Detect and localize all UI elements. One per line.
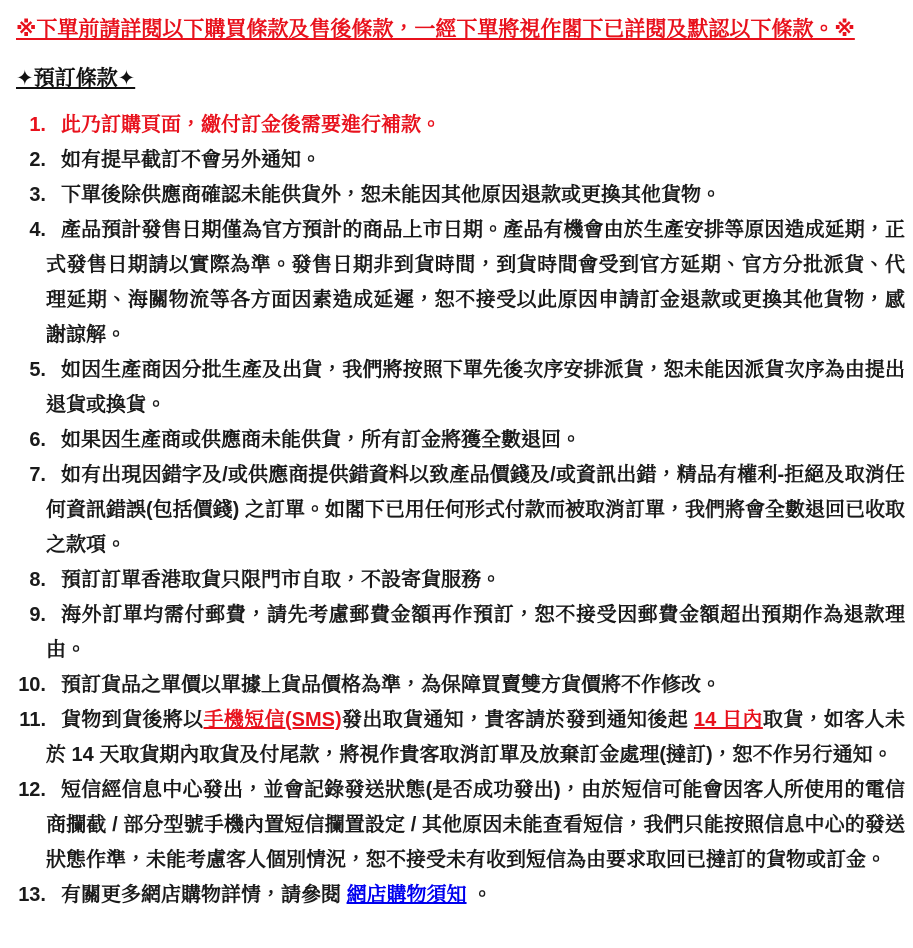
term-text: 海外訂單均需付郵費，請先考慮郵費金額再作預訂，恕不接受因郵費金額超出預期作為退款理由。 [46, 604, 905, 661]
term-text: 此乃訂購頁面，繳付訂金後需要進行補款。 [61, 114, 441, 136]
term-number: 9. [29, 604, 46, 626]
term-item-10 [16, 668, 905, 703]
term-item-4 [16, 213, 905, 353]
term-number: 7. [29, 464, 46, 486]
section-title: ✦預訂條款✦ [16, 67, 136, 90]
shop-guide-link[interactable]: 網店購物須知 [346, 884, 467, 906]
term-number: 13. [18, 884, 46, 906]
term-item-12 [16, 773, 905, 878]
term-number: 2. [29, 149, 46, 171]
term-text-segment: 取貨，如客人未於 14 天取貨期內取貨及付尾款，將視作貴客取消訂單及放棄訂金處理(撻訂)，恕不作另行通知。 [46, 709, 906, 766]
term-text: 產品預計發售日期僅為官方預計的商品上市日期。產品有機會由於生產安排等原因造成延期，正式發售日期請以實際為準。發售日期非到貨時間，到貨時間會受到官方延期、官方分批派貨、代理延期、海關物流等各方面因素造成延遲，恕不接受以此原因申請訂金退款或更換其他貨物，感謝諒解。 [46, 219, 905, 346]
pickup-days-emphasis: 14 日內 [693, 709, 763, 731]
term-text: 預訂貨品之單價以單據上貨品價格為準，為保障買賣雙方貨價將不作修改。 [61, 674, 721, 696]
term-item-3 [16, 178, 905, 213]
term-text-segment: 有關更多網店購物詳情，請參閱 [61, 884, 347, 906]
section-title-row [16, 48, 905, 96]
term-item-8 [16, 563, 905, 598]
term-number: 8. [29, 569, 46, 591]
term-text-segment: 。 [466, 884, 493, 906]
term-number: 12. [18, 779, 46, 801]
term-item-7 [16, 458, 905, 563]
term-text: 預訂訂單香港取貨只限門市自取，不設寄貨服務。 [61, 569, 501, 591]
term-number: 3. [29, 184, 46, 206]
term-text: 短信經信息中心發出，並會記錄發送狀態(是否成功發出)，由於短信可能會因客人所使用的電信商攔截 / 部分型號手機內置短信攔置設定 / 其他原因未能查看短信，我們只能按照信息中心的發送狀態作準，未能考慮客人個別情況，恕不接受未有收到短信為由要求取回已撻訂的貨物或訂金。 [46, 779, 905, 871]
term-item-1 [16, 108, 905, 143]
term-text: 如因生產商因分批生產及出貨，我們將按照下單先後次序安排派貨，恕未能因派貨次序為由提出退貨或換貨。 [46, 359, 905, 416]
term-item-2 [16, 143, 905, 178]
term-item-13 [16, 878, 905, 913]
term-item-11 [16, 703, 905, 773]
term-text [46, 709, 905, 766]
term-text [61, 884, 492, 906]
term-number: 4. [29, 219, 46, 241]
term-number: 11. [19, 709, 46, 731]
term-item-6 [16, 423, 905, 458]
term-item-9 [16, 598, 905, 668]
term-number: 6. [29, 429, 46, 451]
terms-list [16, 108, 905, 913]
term-text: 如有出現因錯字及/或供應商提供錯資料以致產品價錢及/或資訊出錯，精品有權利-拒絕及取消任何資訊錯誤(包括價錢) 之訂單。如閣下已用任何形式付款而被取消訂單，我們將會全數退回已收取之款項。 [46, 464, 905, 556]
term-text: 如有提早截訂不會另外通知。 [61, 149, 321, 171]
sms-emphasis: 手機短信(SMS) [203, 709, 342, 731]
notice-banner: ※下單前請詳閱以下購買條款及售後條款，一經下單將視作閣下已詳閱及默認以下條款。※ [16, 18, 855, 41]
term-text-segment: 發出取貨通知，貴客請於發到通知後起 [341, 709, 694, 731]
term-text: 下單後除供應商確認未能供貨外，恕未能因其他原因退款或更換其他貨物。 [61, 184, 721, 206]
term-text-segment: 貨物到貨後將以 [61, 709, 204, 731]
term-number: 5. [29, 359, 46, 381]
term-number: 10. [18, 674, 46, 696]
term-text: 如果因生產商或供應商未能供貨，所有訂金將獲全數退回。 [61, 429, 581, 451]
term-number: 1. [29, 114, 46, 136]
term-item-5 [16, 353, 905, 423]
